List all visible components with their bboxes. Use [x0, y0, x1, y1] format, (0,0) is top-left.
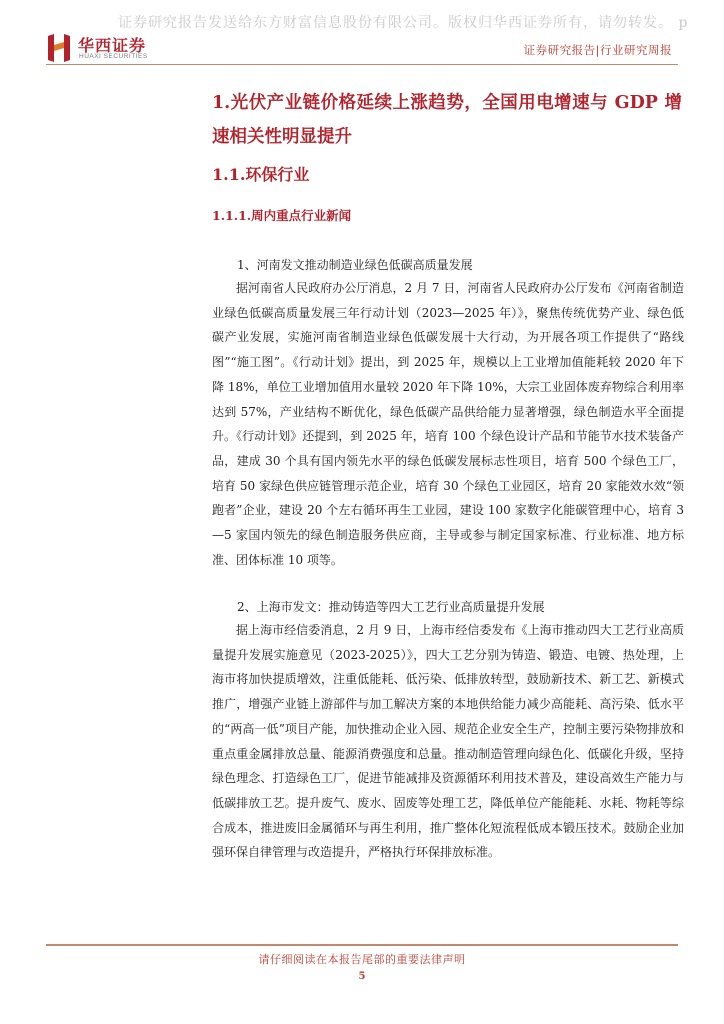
news-title-shanghai: 2、上海市发文：推动铸造等四大工艺行业高质量提升发展 [237, 600, 545, 614]
news-body-henan: 据河南省人民政府办公厅消息，2 月 7 日，河南省人民政府办公厅发布《河南省制造业绿色低碳高质量发展三年行动计划（2023—2025 年）》，聚焦传统优势产业、绿色低碳产业发展，实施河南省制造业绿色低碳发展十大行动，为开展各项工作提供了“路线图”“施工图”。《行动计划》提出，到 2025 年，规模以上工业增加值能耗较 2020 年下降 18%，单位工业增加值用水量较 2020 年下降 10%，大宗工业固体废弃物综合利用率达到 57%，产业结构不断优化，绿色低碳产品供给能力显著增强，绿色制造水平全面提升。《行动计划》还提到，到 2025 年，培育 100 个绿色设计产品和节能节水技术装备产品，建成 30 个具有国内领先水平的绿色低碳发展标志性项目，培育 500 个绿色工厂，培育 50 家绿色供应链管理示范企业，培育 30 个绿色工业园区，培育 20 家能效水效“领跑者”企业，建设 20 个左右循环再生工业园，建设 100 家数字化能碳管理中心，培育 3—5 家国内领先的绿色制造服务供应商，主导或参与制定国家标准、行业标准、地方标准、团体标准 10 项等。 [212, 281, 684, 567]
section-heading-1: 1.光伏产业链价格延续上涨趋势，全国用电增速与 GDP 增速相关性明显提升 [212, 93, 682, 147]
news-body-shanghai: 据上海市经信委消息，2 月 9 日，上海市经信委发布《上海市推动四大工艺行业高质量提升发展实施意见（2023-2025）》，四大工艺分别为铸造、锻造、电镀、热处理，上海市将加快提质增效，注重低能耗、低污染、低排放转型，鼓励新技术、新工艺、新模式推广，增强产业链上游部件与加工解决方案的本地供给能力减少高能耗、高污染、低水平的“两高一低”项目产能，加快推动企业入园、规范企业安全生产，控制主要污染物排放和重点重金属排放总量、能源消费强度和总量。推动制造管理向绿色化、低碳化升级，坚持绿色理念、打造绿色工厂，促进节能减排及资源循环利用技术普及，建设高效生产能力与低碳排放工艺。提升废气、废水、固废等处理工艺，降低单位产能能耗、水耗、物耗等综合成本，推进废旧金属循环与再生利用，推广整体化短流程低成本锻压技术。鼓励企业加强环保自律管理与改造提升，严格执行环保排放标准。 [212, 623, 684, 860]
section-heading-1-1: 1.1.环保行业 [212, 165, 310, 184]
logo-english-name: HUAXI SECURITIES [79, 53, 148, 60]
report-type-label: 证券研究报告|行业研究周报 [523, 43, 672, 57]
header-divider [46, 64, 678, 65]
company-logo [46, 33, 176, 63]
section-heading-1-1-1: 1.1.1.周内重点行业新闻 [212, 208, 352, 223]
page-number: 5 [358, 971, 366, 982]
footer-divider [46, 944, 678, 946]
legal-notice: 请仔细阅读在本报告尾部的重要法律声明 [258, 953, 466, 966]
news-title-henan: 1、河南发文推动制造业绿色低碳高质量发展 [237, 258, 473, 272]
logo-chinese-name: 华西证券 [78, 36, 147, 55]
watermark-text: 证券研究报告发送给东方财富信息股份有限公司。版权归华西证券所有，请勿转发。 p [118, 15, 689, 31]
huaxi-logo-icon [46, 33, 72, 63]
